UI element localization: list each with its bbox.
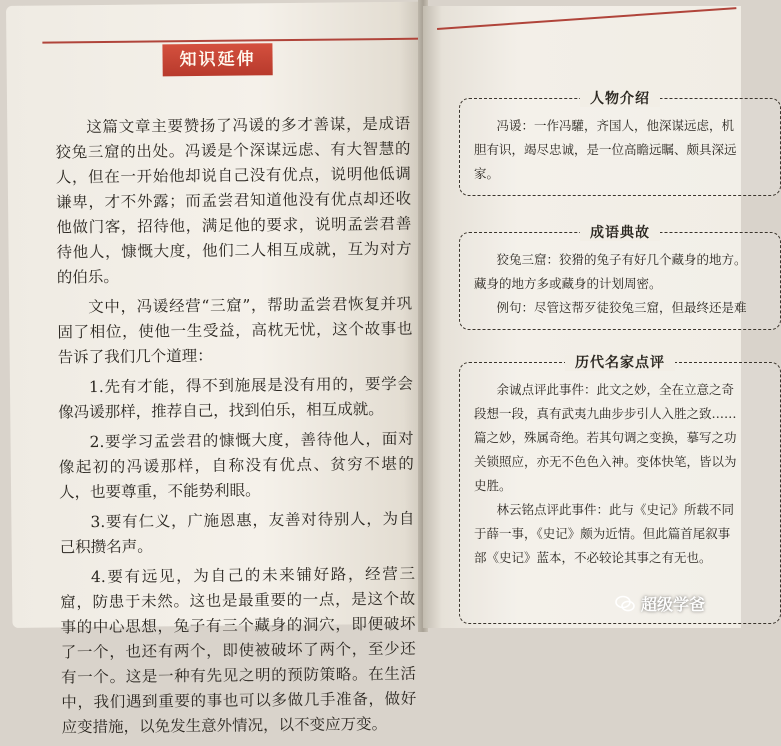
page-top-rule [437,7,736,30]
watermark [615,592,705,615]
box-title: 成语典故 [580,225,660,241]
box-line: 胆有识，竭尽忠诚，是一位高瞻远瞩、颇具深远 [474,142,737,157]
box-line: 部《史记》蓝本，不必较论其事之有无也。 [474,550,712,565]
right-page [423,6,747,628]
box-line: 例句：尽管这帮歹徒狡兔三窟，但最终还是难 [496,300,747,315]
box-line: 藏身的地方多或藏身的计划周密。 [474,276,662,291]
paragraph: 2.要学习孟尝君的慷慨大度，善待他人，面对像起初的冯谖那样，自称没有优点、贫穷不堪的人，也要尊重，不能势利眼。 [58,429,414,502]
box-line: 篇之妙，殊属奇绝。若其句调之变换，摹写之功 [474,430,737,445]
left-page [6,2,430,737]
box-line: 家。 [474,166,500,181]
section-heading: 知识延伸 [162,43,272,76]
box-line: 关锁照应，亦无不色色入神。变体快笔，皆以为 [474,454,737,469]
paragraph: 文中，冯谖经营“三窟”，帮助孟尝君恢复并巩固了相位，使他一生受益，高枕无忧，这个故事也告诉了我们几个道理： [57,294,413,367]
paragraph: 4.要有远见，为自己的未来铺好路，经营三窟，防患于未然。这也是最重要的一点，是这个故事的中心思想，兔子有三个藏身的洞穴，即便破坏了一个，也还有两个，即使被破坏了两个，至少还有一个。这是一种有先见之明的预防策略。在生活中，我们遇到重要的事也可以多做几手准备，做好应变措施，以免发生意外情况，以不变应万变。 [60,564,417,737]
idiom-origin-box [459,225,781,330]
box-title: 人物介绍 [580,91,660,107]
box-line: 段想一段，真有武夷九曲步步引人入胜之致…… [474,406,737,421]
character-intro-box [459,91,781,196]
box-title: 历代名家点评 [565,355,675,371]
box-line: 冯谖：一作冯驩，齐国人，他深谋远虑，机 [496,118,735,133]
article-body [55,112,417,746]
wechat-icon [615,595,635,613]
box-line: 史胜。 [474,478,512,493]
box-line: 于薛一事，《史记》颇为近情。但此篇首尾叙事 [474,526,731,541]
paragraph: 这篇文章主要赞扬了冯谖的多才善谋，是成语狡兔三窟的出处。冯谖是个深谋远虑、有大智慧的人，但在一开始他却说自己没有优点，说明他低调谦卑，才不外露；而孟尝君知道他没有优点却还收他做门客，招待他，满足他的要求，说明孟尝君善待他人，慷慨大度，他们二人相互成就，互为对方的伯乐。 [55,114,412,287]
box-line: 余诚点评此事件：此文之妙，全在立意之奇 [496,382,735,397]
watermark-text: 超级学爸 [641,595,706,614]
famous-reviews-box [459,355,781,624]
box-line: 狡兔三窟：狡猾的兔子有好几个藏身的地方。 [496,252,747,267]
box-line: 林云铭点评此事件：此与《史记》所载不同 [496,502,735,517]
paragraph: 3.要有仁义，广施恩惠，友善对待别人，为自己积攒名声。 [59,509,415,557]
paragraph: 1.先有才能，得不到施展是没有用的，要学会像冯谖那样，推荐自己，找到伯乐，相互成就。 [58,374,414,422]
